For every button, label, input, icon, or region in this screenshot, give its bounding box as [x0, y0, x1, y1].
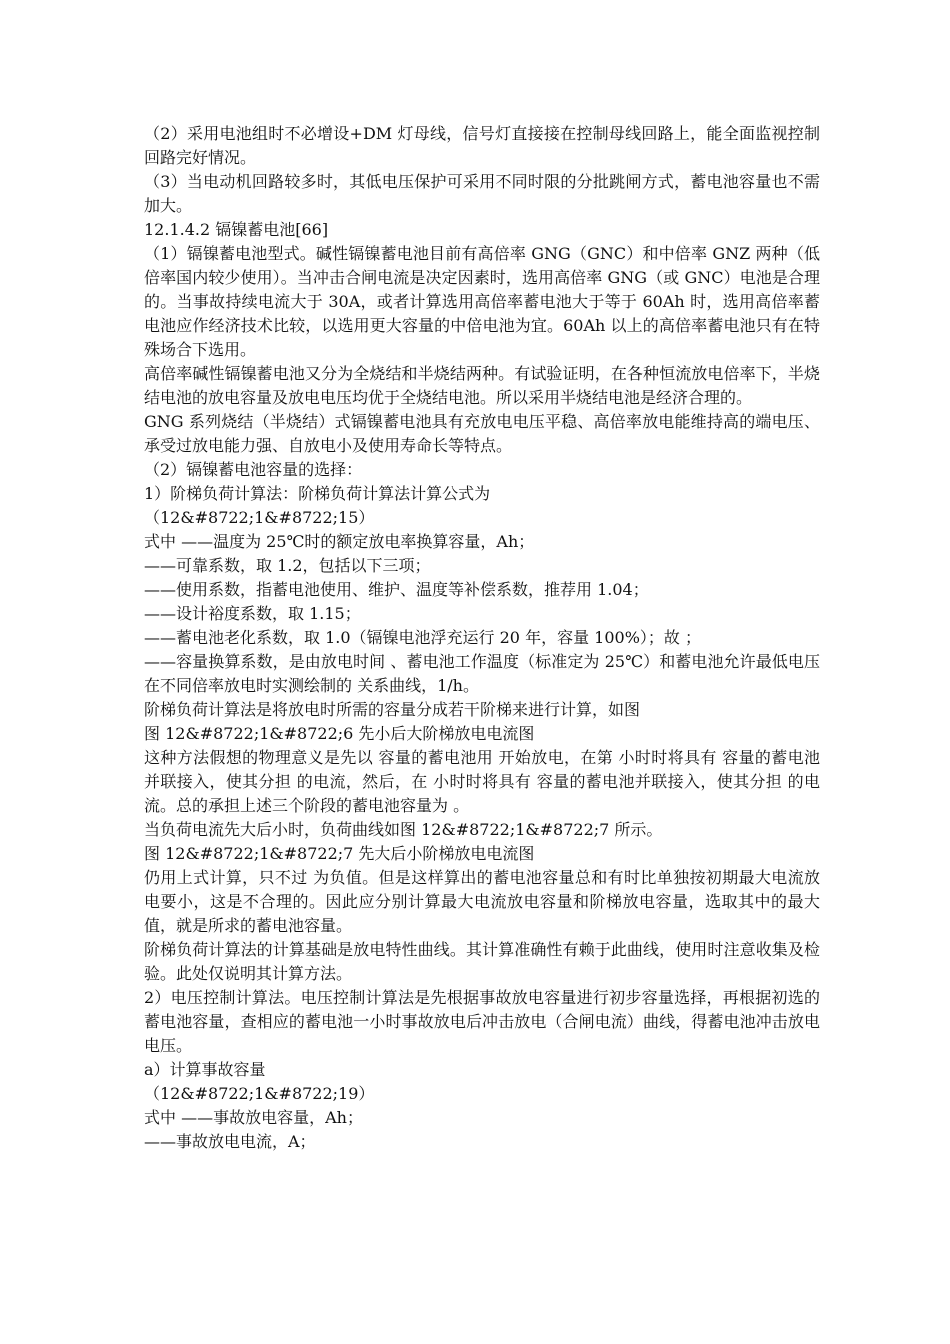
paragraph-voltage-control-method: 2）电压控制计算法。电压控制计算法是先根据事故放电容量进行初步容量选择，再根据初选的蓄电池容量，查相应的蓄电池一小时事故放电后冲击放电（合闸电流）曲线，得蓄电池冲击放电电压。 [144, 988, 820, 1055]
paragraph-accident-capacity: a）计算事故容量 [144, 1060, 266, 1079]
figure-caption: 图 12&#8722;1&#8722;7 先大后小阶梯放电电流图 [144, 844, 535, 863]
formula-definition: ——蓄电池老化系数，取 1.0（镉镍电池浮充运行 20 年，容量 100%）；故 ； [144, 628, 701, 647]
paragraph-step-explanation: 阶梯负荷计算法是将放电时所需的容量分成若干阶梯来进行计算，如图 [144, 700, 641, 719]
formula-definition: ——可靠系数，取 1.2，包括以下三项； [144, 556, 431, 575]
formula-definition: ——事故放电电流，A； [144, 1132, 316, 1151]
paragraph-step-load-method: 1）阶梯负荷计算法：阶梯负荷计算法计算公式为 [144, 484, 491, 503]
formula-definition: ——设计裕度系数，取 1.15； [144, 604, 361, 623]
equation-number: （12&#8722;1&#8722;19） [144, 1084, 375, 1103]
paragraph-calculation-basis: 阶梯负荷计算法的计算基础是放电特性曲线。其计算准确性有赖于此曲线，使用时注意收集及检验。此处仅说明其计算方法。 [144, 940, 820, 983]
paragraph-battery-bus: （2）采用电池组时不必增设+DM 灯母线，信号灯直接接在控制母线回路上，能全面监视控制回路完好情况。 [144, 124, 820, 167]
document-page [144, 122, 820, 1154]
formula-definition: 式中 ——事故放电容量，Ah； [144, 1108, 363, 1127]
paragraph-negative-values: 仍用上式计算，只不过 为负值。但是这样算出的蓄电池容量总和有时比单独按初期最大电流放电要小，这是不合理的。因此应分别计算最大电流放电容量和阶梯放电容量，选取其中的最大值，就是所求的蓄电池容量。 [144, 868, 820, 935]
formula-definition: ——容量换算系数，是由放电时间 、蓄电池工作温度（标准定为 25℃）和蓄电池允许最低电压在不同倍率放电时实测绘制的 关系曲线，1/h。 [144, 652, 820, 695]
formula-definition: 式中 ——温度为 25℃时的额定放电率换算容量，Ah； [144, 532, 535, 551]
formula-definition: ——使用系数，指蓄电池使用、维护、温度等补偿系数，推荐用 1.04； [144, 580, 649, 599]
figure-caption: 图 12&#8722;1&#8722;6 先小后大阶梯放电电流图 [144, 724, 535, 743]
paragraph-capacity-selection: （2）镉镍蓄电池容量的选择： [144, 460, 363, 479]
equation-number: （12&#8722;1&#8722;15） [144, 508, 375, 527]
paragraph-decreasing-load: 当负荷电流先大后小时，负荷曲线如图 12&#8722;1&#8722;7 所示。 [144, 820, 663, 839]
paragraph-low-voltage-protection: （3）当电动机回路较多时，其低电压保护可采用不同时限的分批跳闸方式，蓄电池容量也不需加大。 [144, 172, 820, 215]
paragraph-gng-features: GNG 系列烧结（半烧结）式镉镍蓄电池具有充放电电压平稳、高倍率放电能维持高的端电压、承受过放电能力强、自放电小及使用寿命长等特点。 [144, 412, 820, 455]
paragraph-battery-type: （1）镉镍蓄电池型式。碱性镉镍蓄电池目前有高倍率 GNG（GNC）和中倍率 GNZ 两种（低倍率国内较少使用）。当冲击合闸电流是决定因素时，选用高倍率 GNG（或 GNC）电池是合理的。当事故持续电流大于 30A，或者计算选用高倍率蓄电池大于等于 60Ah 时，选用高倍率蓄电池应作经济技术比较，以选用更大容量的中倍电池为宜。60Ah 以上的高倍率蓄电池只有在特殊场合下选用。 [144, 244, 820, 359]
paragraph-physical-meaning: 这种方法假想的物理意义是先以 容量的蓄电池用 开始放电，在第 小时时将具有 容量的蓄电池并联接入，使其分担 的电流，然后，在 小时时将具有 容量的蓄电池并联接入，使其分担 的电流。总的承担上述三个阶段的蓄电池容量为 。 [144, 748, 820, 815]
paragraph-sintered-types: 高倍率碱性镉镍蓄电池又分为全烧结和半烧结两种。有试验证明，在各种恒流放电倍率下，半烧结电池的放电容量及放电电压均优于全烧结电池。所以采用半烧结电池是经济合理的。 [144, 364, 820, 407]
section-heading: 12.1.4.2 镉镍蓄电池[66] [144, 220, 329, 239]
